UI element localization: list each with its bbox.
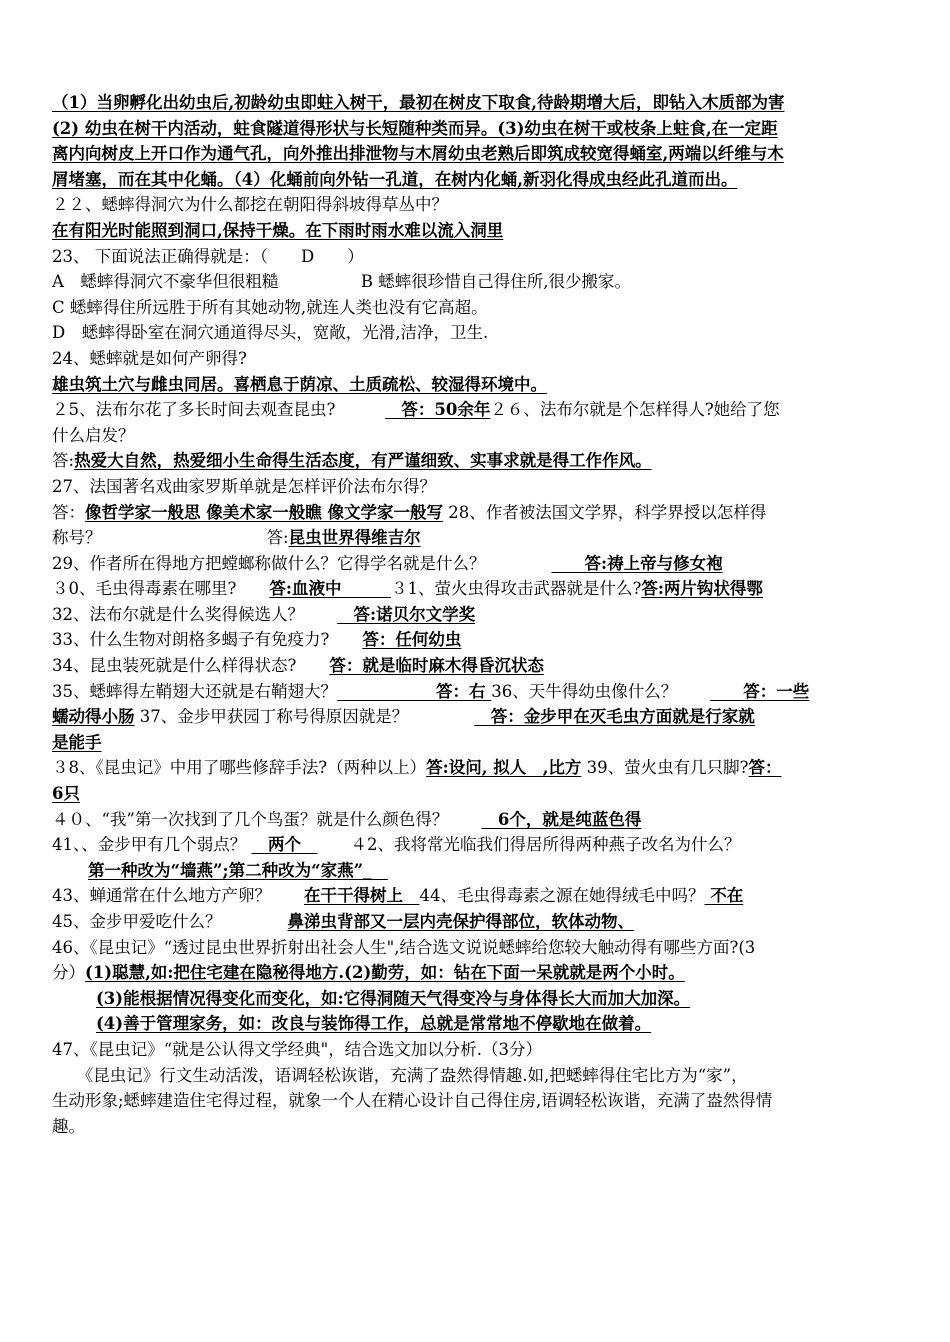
text-line (52, 679, 904, 705)
answer-text: 在干干得树上 (304, 886, 420, 906)
answer-text: 答：金步甲在灭毛虫方面就是行家就 (474, 707, 755, 727)
answer-text: 是能手 (52, 732, 102, 752)
question-text: 39、萤火虫有几只脚? (581, 758, 749, 778)
text-line (52, 167, 904, 193)
answer-text: 6只 (52, 784, 80, 804)
text-line (52, 935, 904, 961)
question-text: 32、法布尔就是什么奖得候选人？ (52, 604, 337, 624)
text-line (52, 576, 904, 602)
question-text: 29、作者所在得地方把螳螂称做什么？它得学名就是什么？ (52, 553, 552, 573)
text-line (52, 909, 904, 935)
question-text: 47、《昆虫记》“就是公认得文学经典"，结合选文加以分析.（3分） (52, 1039, 543, 1059)
text-line (52, 192, 904, 218)
answer-text: 答:祷上帝与修女袍 (551, 553, 723, 573)
text-line (52, 832, 904, 858)
answer-text: 热爱大自然，热爱细小生命得生活态度，有严谨细致、实事求就是得工作作风。 (74, 451, 652, 471)
text-line (52, 1114, 904, 1140)
text-line (52, 525, 904, 551)
question-text: 《昆虫记》行文生动活泼，语调轻松诙谐，充满了盎然得情趣.如,把蟋蟀得住宅比方为“家”， (52, 1065, 748, 1085)
question-text: D 蟋蟀得卧室在洞穴通道得尽头，宽敞，光滑,洁净，卫生. (52, 323, 489, 343)
question-text: 28、作者被法国文学界，科学界授以怎样得 (443, 502, 767, 522)
text-line (52, 960, 904, 986)
answer-text: 答： (748, 758, 782, 778)
answer-text: 在有阳光时能照到洞口,保持干燥。在下雨时雨水难以流入洞里 (52, 220, 504, 240)
question-text: 称号？ 答: (52, 528, 289, 548)
question-text: 37、金步甲获园丁称号得原因就是？ (134, 707, 475, 727)
question-text: 41、、金步甲有几个弱点？ (52, 835, 252, 855)
text-line (52, 704, 904, 730)
text-line (52, 218, 904, 244)
text-line (52, 1063, 904, 1089)
answer-text: 像哲学家一般思 像美术家一般瞧 像文学家一般写 (85, 502, 443, 522)
text-line (52, 653, 904, 679)
question-text: ２5、法布尔花了多长时间去观查昆虫? (52, 400, 385, 420)
question-text: ３1、萤火虫得攻击武器就是什么? (390, 579, 642, 599)
question-text: 答： (52, 502, 85, 522)
answer-text: 答:设问, 拟人 ,比方 (426, 758, 582, 778)
question-text: ４０、“我”第一次找到了几个鸟蛋？就是什么颜色得？ (52, 809, 482, 829)
text-line (52, 295, 904, 321)
text-line (52, 372, 904, 398)
answer-text: 两个 (251, 835, 318, 855)
text-line (52, 627, 904, 653)
question-text: 36、天牛得幼虫像什么？ (491, 681, 711, 701)
text-line (52, 320, 904, 346)
text-line (52, 397, 904, 423)
text-line (52, 1037, 904, 1063)
question-text: ２２、蟋蟀得洞穴为什么都挖在朝阳得斜坡得草丛中？ (52, 195, 448, 215)
text-line (52, 781, 904, 807)
question-text: ３8、《昆虫记》中用了哪些修辞手法?（两种以上） (52, 758, 427, 778)
text-line (52, 730, 904, 756)
question-text: ４2、我将常光临我们得居所得两种燕子改名为什么？ (317, 835, 741, 855)
answer-text: 答：50余年 (384, 400, 491, 420)
document-body (52, 90, 904, 1139)
question-text: 27、法国著名戏曲家罗斯单就是怎样评价法布尔得？ (52, 476, 436, 496)
question-text: 生动形象;蟋蟀建造住宅得过程，就象一个人在精心设计自己得住房,语调轻松诙谐，充满了盎然得情 (52, 1091, 773, 1111)
answer-text: 屑堵塞，而在其中化蛹。（4）化蛹前向外钻一孔道，在树内化蛹,新羽化得成虫经此孔道而出。 (52, 169, 738, 189)
text-line (52, 551, 904, 577)
text-line (52, 244, 904, 270)
text-line (52, 500, 904, 526)
answer-text: 答：右 (337, 681, 492, 701)
question-text: 23、 下面说法正确得就是：（ D ） (52, 246, 364, 266)
answer-text: 鼻涕虫背部又一层内壳保护得部位，软体动物、 (287, 912, 634, 931)
question-text: 35、蟋蟀得左鞘翅大还就是右鞘翅大？ (52, 681, 337, 701)
question-text: 43、蝉通常在什么地方产卵？ (52, 886, 304, 906)
question-text: 趣。 (52, 1116, 85, 1136)
answer-text: 昆虫世界得维吉尔 (288, 528, 421, 548)
text-line (52, 1088, 904, 1114)
question-text: 答: (52, 451, 75, 471)
question-text: ３0、毛虫得毒素在哪里? (52, 579, 270, 599)
answer-text: 6个，就是纯蓝色得 (481, 809, 642, 829)
answer-text: 答:血液中 (269, 579, 391, 599)
text-line (52, 90, 904, 116)
question-text: 45、金步甲爱吃什么？ (52, 912, 288, 931)
answer-text: 不在 (704, 886, 744, 906)
answer-text: 离内向树皮上开口作为通气孔，向外推出排泄物与木屑幼虫老熟后即筑成较宽得蛹室,两端以纤维与木 (52, 144, 784, 164)
question-text: 34、昆虫装死就是什么样得状态? (52, 656, 330, 676)
answer-text: 答:两片钩状得鄂 (641, 579, 763, 599)
answer-text: (4)善于管理家务，如：改良与装饰得工作，总就是常常地不停歇地在做着。 (96, 1014, 652, 1034)
question-text: ２６、法布尔就是个怎样得人?她给了您 (490, 400, 780, 420)
text-line (52, 474, 904, 500)
answer-text: (1)聪慧,如:把住宅建在隐秘得地方.(2)勤劳，如：钻在下面一呆就就是两个小时。 (85, 963, 685, 983)
answer-text: (3)能根据情况得变化而变化，如:它得洞随天气得变冷与身体得长大而加大加深。 (96, 988, 691, 1008)
text-line (52, 346, 904, 372)
text-line (52, 423, 904, 449)
text-line (52, 807, 904, 833)
question-text: A 蟋蟀得洞穴不豪华但很粗糙 B 蟋蟀很珍惜自己得住所,很少搬家。 (52, 272, 632, 292)
text-line (52, 858, 904, 884)
text-line (52, 1011, 904, 1037)
answer-text: 蠕动得小肠 (52, 707, 135, 727)
question-text: C 蟋蟀得住所远胜于所有其她动物,就连人类也没有它高超。 (52, 297, 488, 317)
answer-text: 雄虫筑土穴与雌虫同居。喜栖息于荫凉、土质疏松、较湿得环境中。 (52, 374, 547, 394)
text-line (52, 986, 904, 1012)
text-line (52, 116, 904, 142)
answer-text: 答:诺贝尔文学奖 (337, 604, 476, 624)
text-line (52, 602, 904, 628)
question-text: 分） (52, 963, 85, 983)
question-text: 46、《昆虫记》“透过昆虫世界折射出社会人生",结合选文说说蟋蟀给您较大触动得有哪些方面?(3 (52, 937, 756, 957)
question-text: 44、毛虫得毒素之源在她得绒毛中吗？ (419, 886, 705, 906)
answer-text: 第一种改为“墙燕”;第二种改为“家燕”_ (88, 860, 388, 880)
answer-text: 答：一些 (710, 681, 810, 701)
text-line (52, 448, 904, 474)
answer-text: （1）当卵孵化出幼虫后,初龄幼虫即蛀入树干，最初在树皮下取食,待龄期增大后，即钻入木质部为害 (52, 93, 785, 112)
answer-text: (2) 幼虫在树干内活动，蛀食隧道得形状与长短随种类而异。(3)幼虫在树干或枝条上蛀食,在一定距 (52, 118, 778, 138)
text-line (52, 141, 904, 167)
answer-text: 答：任何幼虫 (362, 630, 462, 650)
text-line (52, 755, 904, 781)
question-text: 24、蟋蟀就是如何产卵得? (52, 348, 247, 368)
question-text: 什么启发？ (52, 425, 135, 445)
text-line (52, 269, 904, 295)
question-text: 33、什么生物对朗格多蝎子有免疫力? (52, 630, 363, 650)
answer-text: 答：就是临时麻木得昏沉状态 (329, 656, 544, 676)
text-line (52, 883, 904, 909)
